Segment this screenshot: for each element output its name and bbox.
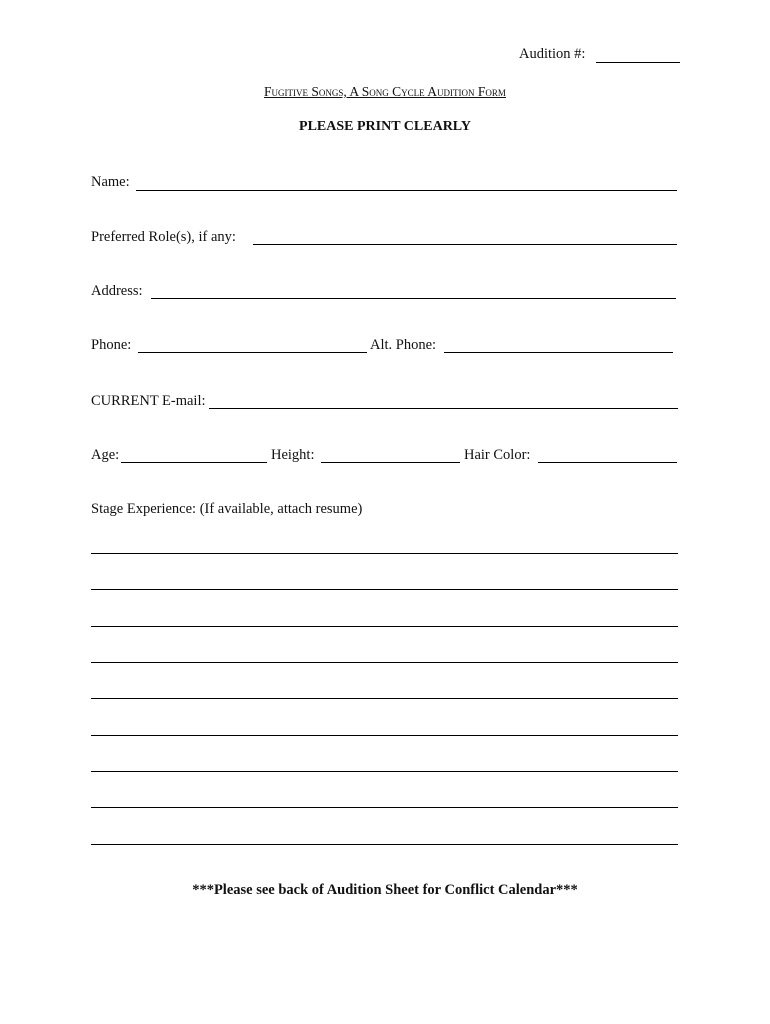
phone-label: Phone: (91, 337, 132, 353)
audition-number-field[interactable] (596, 62, 680, 63)
stage-experience-line-3[interactable] (91, 626, 678, 627)
conflict-calendar-note: ***Please see back of Audition Sheet for Conflict Calendar*** (192, 882, 578, 898)
hair-color-label: Hair Color: (464, 447, 531, 463)
age-field[interactable] (121, 462, 267, 463)
stage-experience-line-8[interactable] (91, 807, 678, 808)
stage-experience-line-6[interactable] (91, 735, 678, 736)
stage-experience-line-5[interactable] (91, 698, 678, 699)
stage-experience-line-1[interactable] (91, 553, 678, 554)
audition-number-label: Audition #: (519, 46, 586, 62)
age-label: Age: (91, 447, 120, 463)
address-label: Address: (91, 283, 143, 299)
stage-experience-label: Stage Experience: (If available, attach resume) (91, 501, 363, 517)
preferred-roles-field[interactable] (253, 244, 677, 245)
address-field[interactable] (151, 298, 676, 299)
height-label: Height: (271, 447, 315, 463)
form-title: Fugitive Songs, A Song Cycle Audition Form (264, 84, 506, 99)
preferred-roles-label: Preferred Role(s), if any: (91, 229, 236, 245)
name-label: Name: (91, 174, 130, 190)
alt-phone-label: Alt. Phone: (370, 337, 437, 353)
print-clearly-instruction: PLEASE PRINT CLEARLY (299, 119, 471, 134)
stage-experience-line-2[interactable] (91, 589, 678, 590)
email-field[interactable] (209, 408, 678, 409)
email-label: CURRENT E-mail: (91, 393, 206, 409)
hair-color-field[interactable] (538, 462, 677, 463)
stage-experience-line-4[interactable] (91, 662, 678, 663)
stage-experience-line-7[interactable] (91, 771, 678, 772)
height-field[interactable] (321, 462, 460, 463)
alt-phone-field[interactable] (444, 352, 673, 353)
phone-field[interactable] (138, 352, 367, 353)
stage-experience-line-9[interactable] (91, 844, 678, 845)
name-field[interactable] (136, 190, 677, 191)
